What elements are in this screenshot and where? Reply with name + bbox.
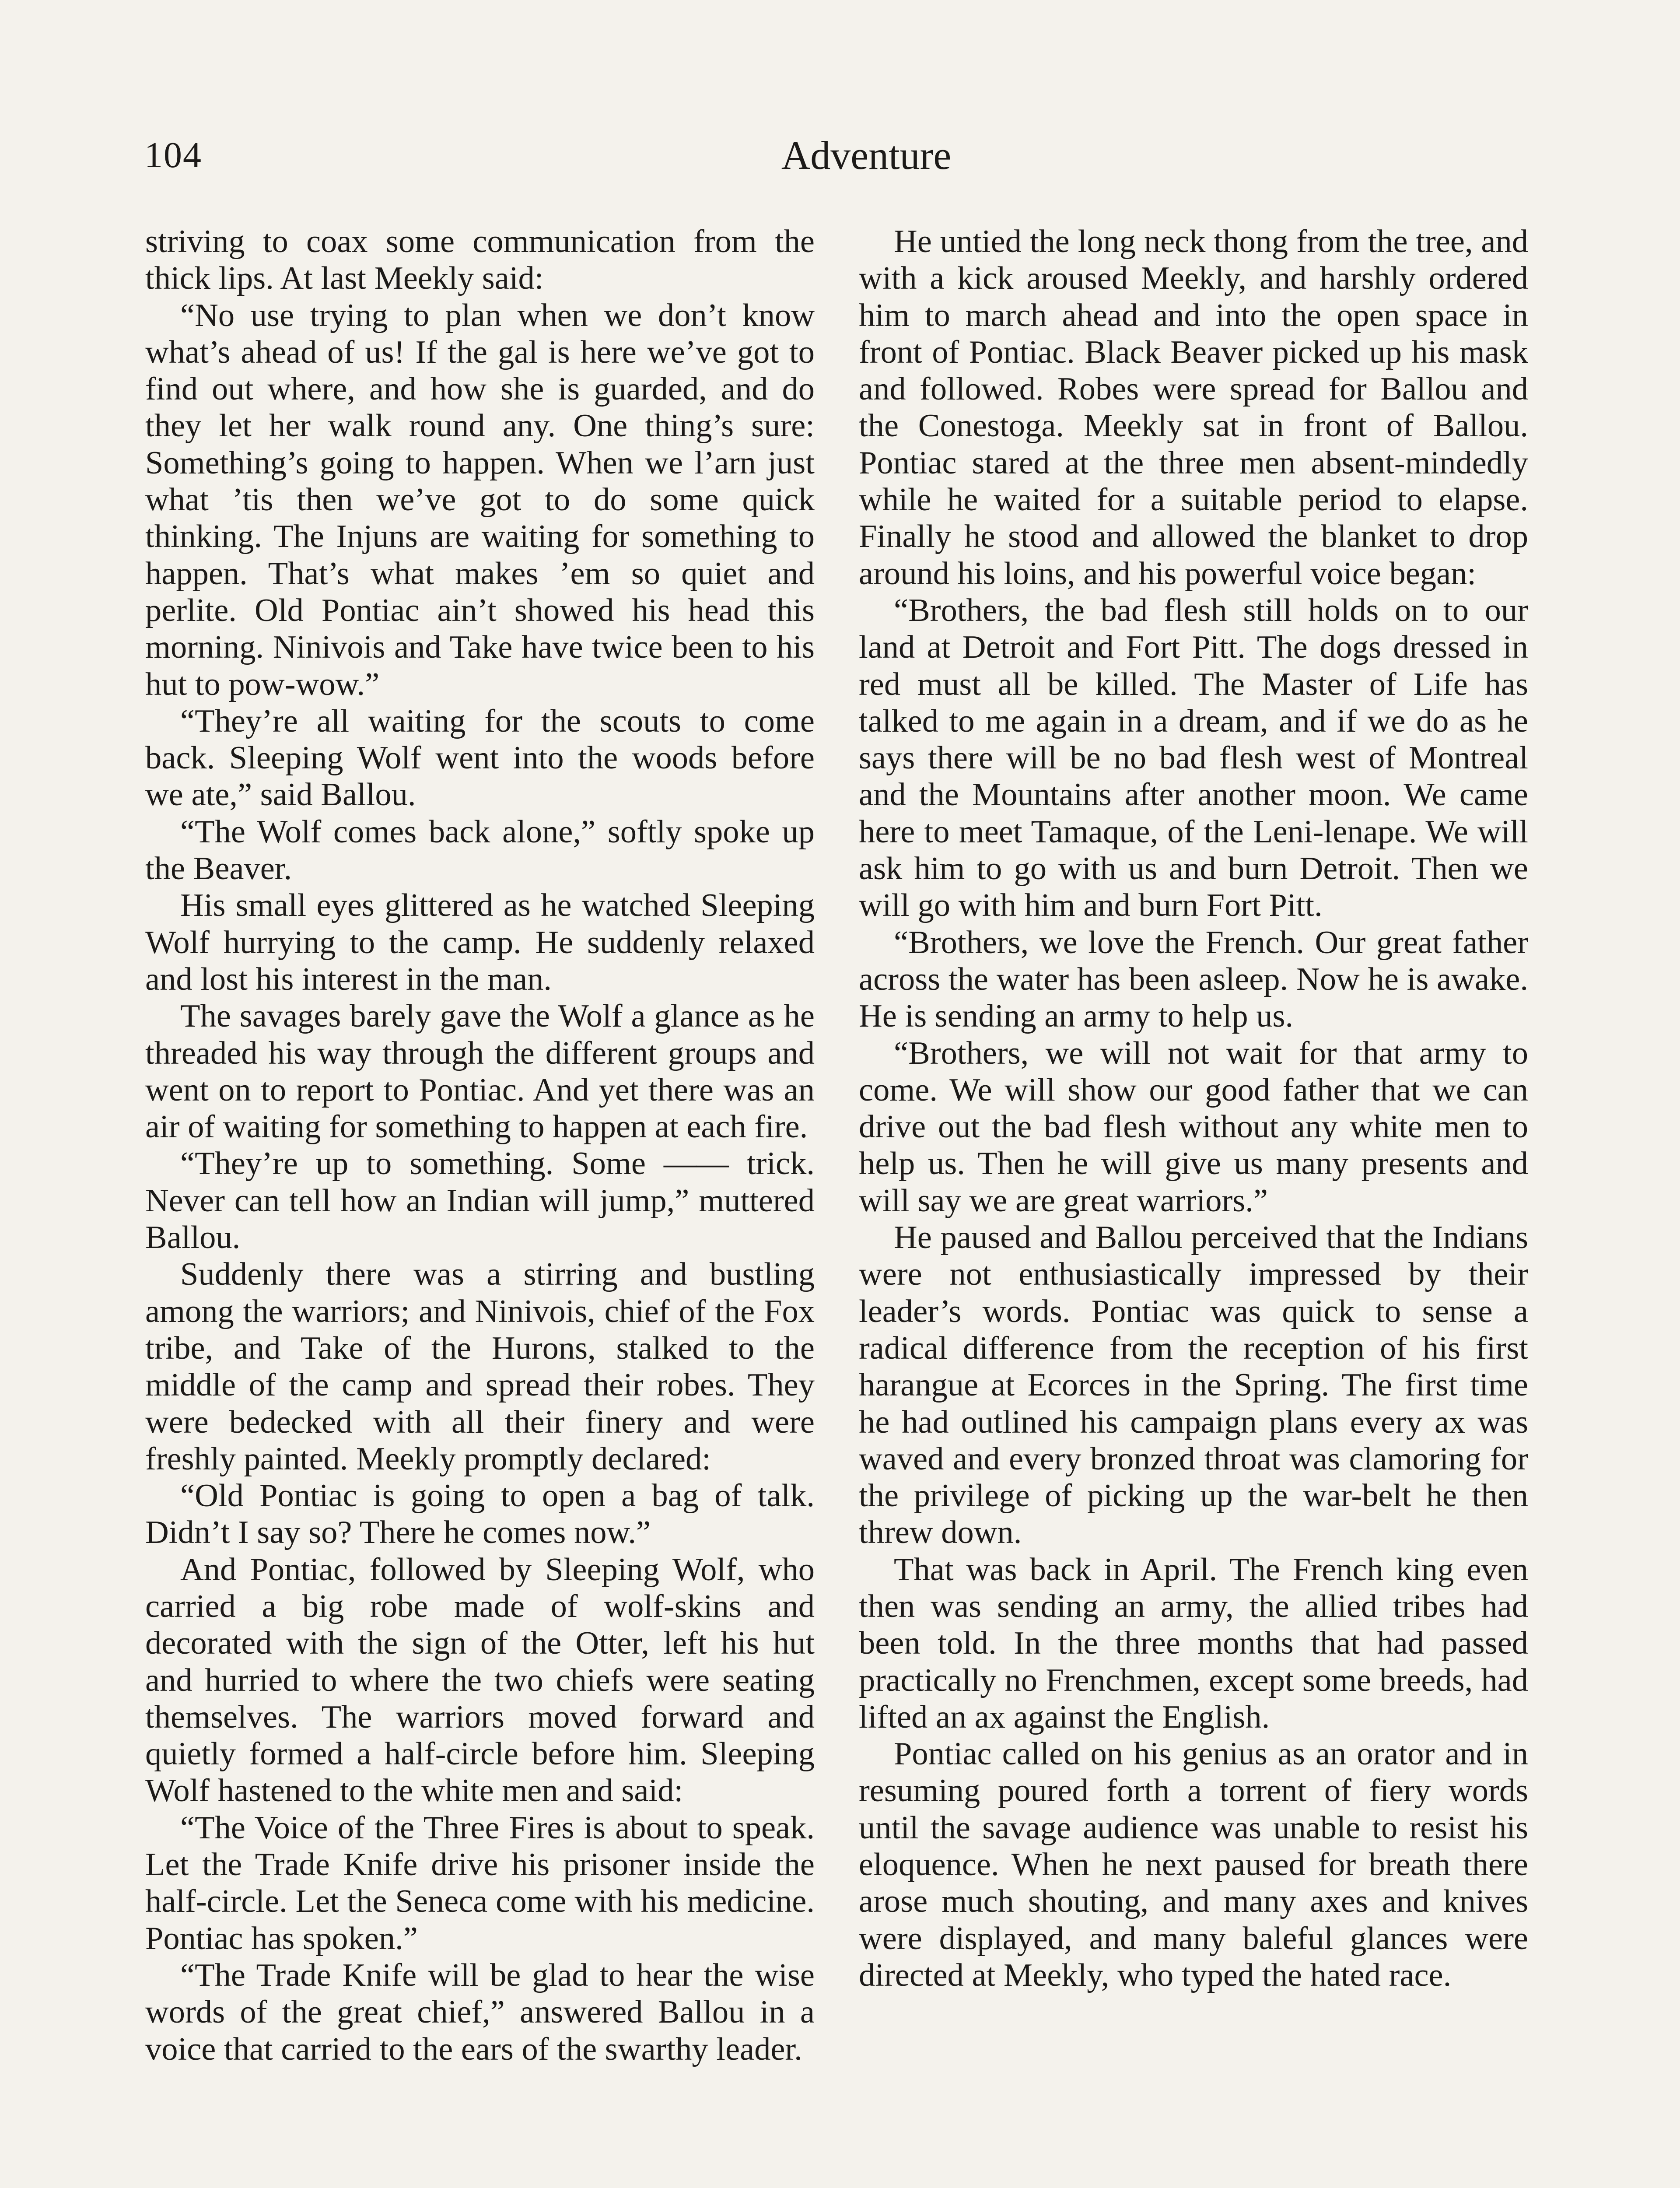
paragraph: “Brothers, we love the French. Our great father across the water has been asleep. Now he is awake. He is sending an army to help us. [859, 924, 1528, 1034]
paragraph: That was back in April. The French king even then was sending an army, the allied tribes had been told. In the three months that had passed practically no Frenchmen, except some breeds, had lifted an ax against the English. [859, 1551, 1528, 1735]
paragraph: “Brothers, the bad flesh still holds on to our land at Detroit and Fort Pitt. The dogs dressed in red must all be killed. The Master of Life has talked to me again in a dream, and if we do as he says there will be no bad flesh west of Montreal and the Mountains after another moon. We came here to meet Tamaque, of the Leni-lenape. We will ask him to go with us and burn Detroit. Then we will go with him and burn Fort Pitt. [859, 592, 1528, 924]
paragraph: “No use trying to plan when we don’t know what’s ahead of us! If the gal is here we’ve got to find out where, and how she is guarded, and do they let her walk round any. One thing’s sure: Something’s going to happen. When we l’arn just what ’tis then we’ve got to do some quick thinking. The Injuns are waiting for something to happen. That’s what makes ’em so quiet and perlite. Old Pontiac ain’t showed his head this morning. Ninivois and Take have twice been to his hut to pow-wow.” [145, 297, 815, 702]
paragraph: Pontiac called on his genius as an orator and in resuming poured forth a torrent of fiery words until the savage audience was unable to resist his eloquence. When he next paused for breath there arose much shouting, and many axes and knives were displayed, and many baleful glances were directed at Meekly, who typed the hated race. [859, 1736, 1528, 1993]
right-text-column [859, 223, 1528, 1994]
left-text-column [145, 223, 815, 2068]
paragraph: “They’re all waiting for the scouts to come back. Sleeping Wolf went into the woods before we ate,” said Ballou. [145, 703, 815, 813]
page-header [144, 125, 1531, 186]
paragraph: Suddenly there was a stirring and bustling among the warriors; and Ninivois, chief of the Fox tribe, and Take of the Hurons, stalked to the middle of the camp and spread their robes. They were bedecked with all their finery and were freshly painted. Meekly promptly declared: [145, 1256, 815, 1477]
paragraph: And Pontiac, followed by Sleeping Wolf, who carried a big robe made of wolf-skins and decorated with the sign of the Otter, left his hut and hurried to where the two chiefs were seating themselves. The warriors moved forward and quietly formed a half-circle before him. Sleeping Wolf hastened to the white men and said: [145, 1551, 815, 1809]
paragraph: His small eyes glittered as he watched Sleeping Wolf hurrying to the camp. He suddenly relaxed and lost his interest in the man. [145, 887, 815, 997]
paragraph: “They’re up to something. Some —— trick. Never can tell how an Indian will jump,” muttered Ballou. [145, 1146, 815, 1256]
paragraph: The savages barely gave the Wolf a glance as he threaded his way through the different groups and went on to report to Pontiac. And yet there was an air of waiting for something to happen at each fire. [145, 998, 815, 1145]
running-title: Adventure [781, 133, 952, 178]
paragraph: “Old Pontiac is going to open a bag of talk. Didn’t I say so? There he comes now.” [145, 1478, 815, 1551]
paragraph: striving to coax some communication from the thick lips. At last Meekly said: [145, 224, 815, 297]
paragraph: “Brothers, we will not wait for that army to come. We will show our good father that we can drive out the bad flesh without any white men to help us. Then he will give us many presents and will say we are great warriors.” [859, 1035, 1528, 1219]
paragraph: “The Trade Knife will be glad to hear the wise words of the great chief,” answered Ballou in a voice that carried to the ears of the swarthy leader. [145, 1957, 815, 2067]
page-number: 104 [144, 135, 202, 175]
paragraph: “The Wolf comes back alone,” softly spoke up the Beaver. [145, 813, 815, 887]
paragraph: “The Voice of the Three Fires is about to speak. Let the Trade Knife drive his prisoner inside the half-circle. Let the Seneca come with his medicine. Pontiac has spoken.” [145, 1809, 815, 1957]
paragraph: He untied the long neck thong from the tree, and with a kick aroused Meekly, and harshly ordered him to march ahead and into the open space in front of Pontiac. Black Beaver picked up his mask and followed. Robes were spread for Ballou and the Conestoga. Meekly sat in front of Ballou. Pontiac stared at the three men absent-mindedly while he waited for a suitable period to elapse. Finally he stood and allowed the blanket to drop around his loins, and his powerful voice began: [859, 224, 1528, 592]
paragraph: He paused and Ballou perceived that the Indians were not enthusiastically impressed by their leader’s words. Pontiac was quick to sense a radical difference from the reception of his first harangue at Ecorces in the Spring. The first time he had outlined his campaign plans every ax was waved and every bronzed throat was clamoring for the privilege of picking up the war-belt he then threw down. [859, 1220, 1528, 1551]
